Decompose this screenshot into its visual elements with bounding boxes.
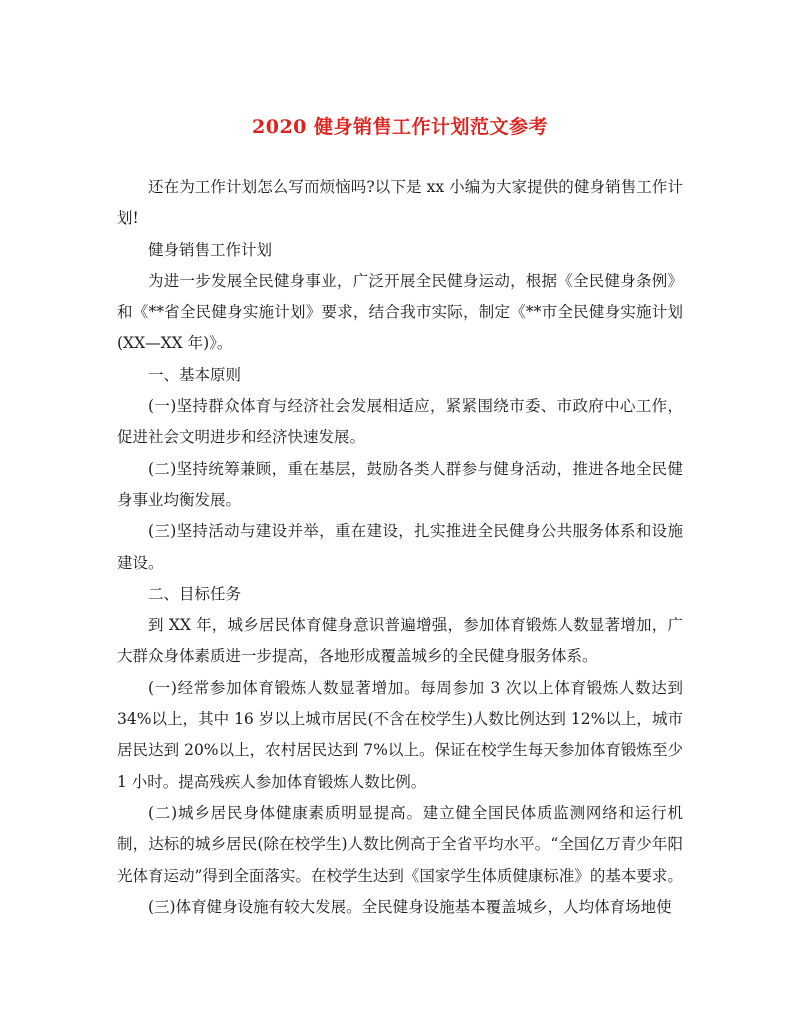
purpose-paragraph: 为进一步发展全民健身事业，广泛开展全民健身运动，根据《全民健身条例》和《**省全民健身实施计划》要求，结合我市实际，制定《**市全民健身实施计划(XX—XX 年)》。 (117, 271, 683, 353)
principle-1: (一)坚持群众体育与经济社会发展相适应，紧紧围绕市委、市政府中心工作，促进社会文明进步和经济快速发展。 (117, 397, 683, 447)
goals-intro: 到 XX 年，城乡居民体育健身意识普遍增强，参加体育锻炼人数显著增加，广大群众身体素质进一步提高，各地形成覆盖城乡的全民健身服务体系。 (117, 616, 683, 666)
goal-2: (二)城乡居民身体健康素质明显提高。建立健全国民体质监测网络和运行机制，达标的城乡居民(除在校学生)人数比例高于全省平均水平。“全国亿万青少年阳光体育运动”得到全面落实。在校学生达到《国家学生体质健康标准》的基本要求。 (117, 803, 683, 885)
document-title: 2020 健身销售工作计划范文参考 (252, 116, 548, 138)
plan-heading: 健身销售工作计划 (148, 240, 273, 259)
goal-1: (一)经常参加体育锻炼人数显著增加。每周参加 3 次以上体育锻炼人数达到 34%以上，其中 16 岁以上城市居民(不含在校学生)人数比例达到 12%以上，城市居民达到 20%以上，农村居民达到 7%以上。保证在校学生每天参加体育锻炼至少 1 小时。提高残疾人参加体育锻炼人数比例。 (117, 678, 683, 791)
intro-paragraph: 还在为工作计划怎么写而烦恼吗?以下是 xx 小编为大家提供的健身销售工作计划! (117, 178, 683, 228)
section-heading-goals: 二、目标任务 (148, 584, 242, 603)
principle-2: (二)坚持统筹兼顾，重在基层，鼓励各类人群参与健身活动，推进各地全民健身事业均衡发展。 (117, 459, 683, 509)
section-heading-principles: 一、基本原则 (148, 365, 242, 384)
document-body (117, 172, 683, 923)
principle-3: (三)坚持活动与建设并举，重在建设，扎实推进全民健身公共服务体系和设施建设。 (117, 522, 683, 572)
goal-3: (三)体育健身设施有较大发展。全民健身设施基本覆盖城乡，人均体育场地使 (148, 897, 672, 916)
